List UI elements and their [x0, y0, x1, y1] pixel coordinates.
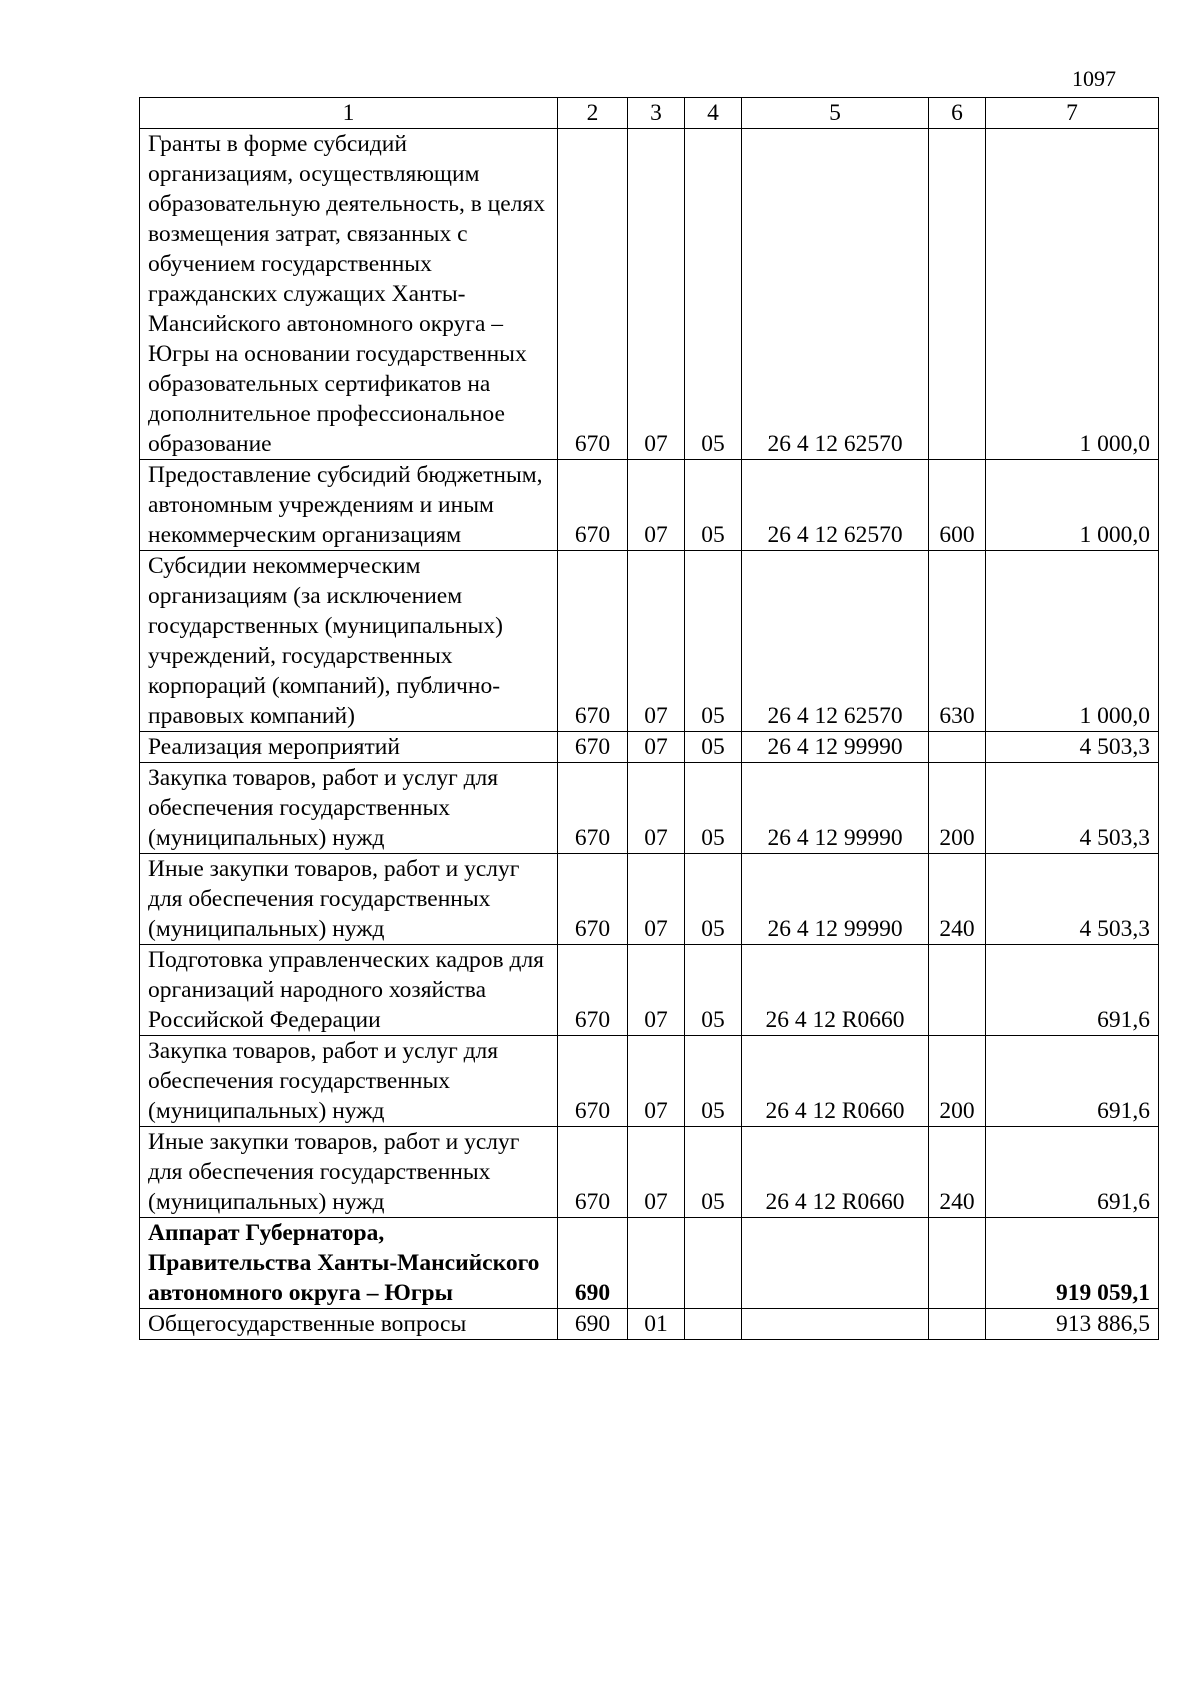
- cell-section: 07: [628, 1127, 685, 1218]
- cell-section: 01: [628, 1309, 685, 1340]
- table-row: [140, 1218, 1159, 1309]
- row-name: Субсидии некоммерческим организациям (за исключением государственных (муниципальных) учреждений, государственных корпораций (компаний), публично-правовых компаний): [140, 551, 558, 732]
- cell-expense-type: [929, 1309, 986, 1340]
- table-row: [140, 460, 1159, 551]
- cell-ministry-code: 670: [558, 763, 628, 854]
- cell-expense-type: [929, 945, 986, 1036]
- cell-subsection: 05: [685, 854, 742, 945]
- cell-target-article: 26 4 12 99990: [742, 854, 929, 945]
- row-name: Закупка товаров, работ и услуг для обеспечения государственных (муниципальных) нужд: [140, 1036, 558, 1127]
- row-name: Гранты в форме субсидий организациям, осуществляющим образовательную деятельность, в целях возмещения затрат, связанных с обучением государственных гражданских служащих Ханты-Мансийского автономного округа – Югры на основании государственных образовательных сертификатов на дополнительное профессиональное образование: [140, 129, 558, 460]
- cell-section: 07: [628, 763, 685, 854]
- cell-expense-type: 240: [929, 1127, 986, 1218]
- cell-ministry-code: 670: [558, 129, 628, 460]
- cell-amount: 1 000,0: [986, 460, 1159, 551]
- cell-section: 07: [628, 854, 685, 945]
- column-header: 2: [558, 98, 628, 129]
- cell-target-article: 26 4 12 99990: [742, 763, 929, 854]
- cell-amount: 691,6: [986, 1127, 1159, 1218]
- cell-ministry-code: 670: [558, 732, 628, 763]
- table-row: [140, 732, 1159, 763]
- cell-section: 07: [628, 551, 685, 732]
- cell-amount: 691,6: [986, 945, 1159, 1036]
- table-row: [140, 551, 1159, 732]
- cell-subsection: 05: [685, 129, 742, 460]
- cell-target-article: [742, 1309, 929, 1340]
- cell-ministry-code: 670: [558, 1127, 628, 1218]
- column-header: 7: [986, 98, 1159, 129]
- budget-table: [139, 97, 1159, 1340]
- row-name: Общегосударственные вопросы: [140, 1309, 558, 1340]
- table-row: [140, 129, 1159, 460]
- cell-expense-type: [929, 129, 986, 460]
- cell-ministry-code: 690: [558, 1218, 628, 1309]
- cell-subsection: 05: [685, 551, 742, 732]
- cell-ministry-code: 670: [558, 1036, 628, 1127]
- cell-section: 07: [628, 129, 685, 460]
- cell-section: 07: [628, 1036, 685, 1127]
- table-row: [140, 763, 1159, 854]
- cell-target-article: 26 4 12 R0660: [742, 1127, 929, 1218]
- column-header: 6: [929, 98, 986, 129]
- cell-expense-type: 200: [929, 763, 986, 854]
- column-header: 5: [742, 98, 929, 129]
- cell-ministry-code: 670: [558, 854, 628, 945]
- cell-section: 07: [628, 732, 685, 763]
- table-body: [140, 129, 1159, 1340]
- cell-target-article: 26 4 12 99990: [742, 732, 929, 763]
- column-header: 3: [628, 98, 685, 129]
- cell-target-article: [742, 1218, 929, 1309]
- cell-target-article: 26 4 12 62570: [742, 460, 929, 551]
- cell-target-article: 26 4 12 62570: [742, 551, 929, 732]
- cell-amount: 913 886,5: [986, 1309, 1159, 1340]
- cell-expense-type: 200: [929, 1036, 986, 1127]
- row-name: Иные закупки товаров, работ и услуг для обеспечения государственных (муниципальных) нужд: [140, 854, 558, 945]
- row-name: Аппарат Губернатора, Правительства Ханты-Мансийского автономного округа – Югры: [140, 1218, 558, 1309]
- row-name: Предоставление субсидий бюджетным, автономным учреждениям и иным некоммерческим организациям: [140, 460, 558, 551]
- row-name: Иные закупки товаров, работ и услуг для обеспечения государственных (муниципальных) нужд: [140, 1127, 558, 1218]
- cell-expense-type: [929, 732, 986, 763]
- cell-subsection: 05: [685, 732, 742, 763]
- row-name: Реализация мероприятий: [140, 732, 558, 763]
- cell-amount: 691,6: [986, 1036, 1159, 1127]
- cell-section: 07: [628, 945, 685, 1036]
- column-header: 4: [685, 98, 742, 129]
- cell-amount: 1 000,0: [986, 551, 1159, 732]
- cell-subsection: [685, 1218, 742, 1309]
- cell-expense-type: 240: [929, 854, 986, 945]
- cell-expense-type: [929, 1218, 986, 1309]
- cell-target-article: 26 4 12 R0660: [742, 1036, 929, 1127]
- cell-subsection: 05: [685, 763, 742, 854]
- cell-amount: 4 503,3: [986, 854, 1159, 945]
- table-row: [140, 1036, 1159, 1127]
- cell-subsection: 05: [685, 1127, 742, 1218]
- cell-amount: 4 503,3: [986, 732, 1159, 763]
- page-number: 1097: [1072, 66, 1116, 91]
- cell-subsection: 05: [685, 945, 742, 1036]
- column-header: 1: [140, 98, 558, 129]
- cell-subsection: 05: [685, 460, 742, 551]
- table-header-row: [140, 98, 1159, 129]
- table-row: [140, 1127, 1159, 1218]
- table-row: [140, 854, 1159, 945]
- cell-ministry-code: 690: [558, 1309, 628, 1340]
- row-name: Подготовка управленческих кадров для организаций народного хозяйства Российской Федерации: [140, 945, 558, 1036]
- cell-target-article: 26 4 12 62570: [742, 129, 929, 460]
- cell-ministry-code: 670: [558, 551, 628, 732]
- cell-ministry-code: 670: [558, 945, 628, 1036]
- cell-amount: 1 000,0: [986, 129, 1159, 460]
- cell-target-article: 26 4 12 R0660: [742, 945, 929, 1036]
- table-row: [140, 945, 1159, 1036]
- cell-amount: 919 059,1: [986, 1218, 1159, 1309]
- cell-expense-type: 630: [929, 551, 986, 732]
- cell-section: [628, 1218, 685, 1309]
- cell-ministry-code: 670: [558, 460, 628, 551]
- cell-subsection: 05: [685, 1036, 742, 1127]
- cell-amount: 4 503,3: [986, 763, 1159, 854]
- table-row: [140, 1309, 1159, 1340]
- row-name: Закупка товаров, работ и услуг для обеспечения государственных (муниципальных) нужд: [140, 763, 558, 854]
- cell-section: 07: [628, 460, 685, 551]
- cell-expense-type: 600: [929, 460, 986, 551]
- cell-subsection: [685, 1309, 742, 1340]
